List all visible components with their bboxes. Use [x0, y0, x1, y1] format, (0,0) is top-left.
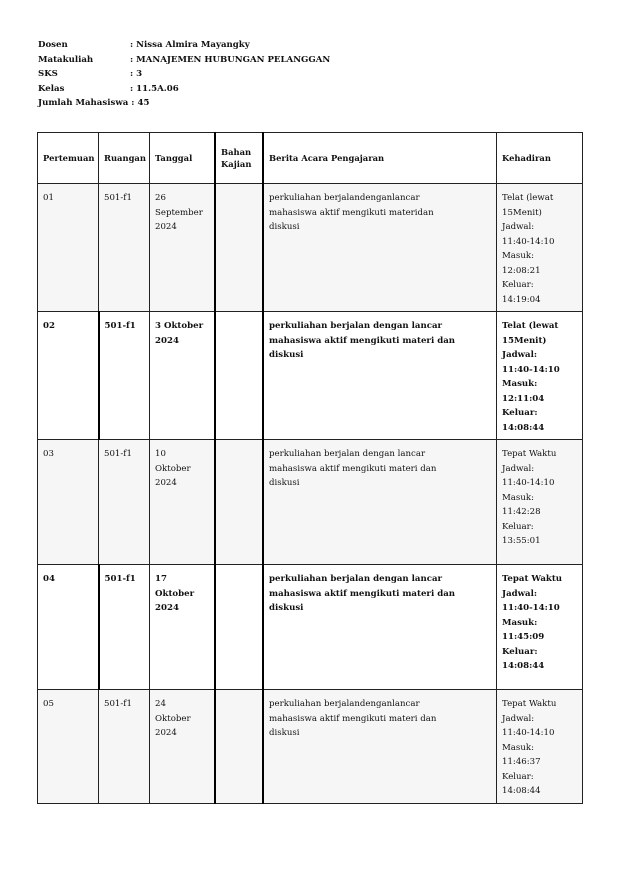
cell-tanggal-line: 24 [155, 699, 166, 709]
cell-bahan-kajian [215, 312, 263, 440]
table-row [38, 184, 583, 312]
jumlah-label: Jumlah Mahasiswa [38, 98, 129, 109]
cell-berita-acara [263, 312, 497, 440]
cell-kehadiran-line: 11:46:37 [502, 757, 541, 767]
header-bahan-line1: Bahan [221, 147, 252, 157]
header-bahan-line2: Kajian [221, 159, 252, 169]
cell-pertemuan: 05 [38, 690, 99, 804]
cell-kehadiran-line: Jadwal: [502, 463, 535, 474]
cell-berita-acara-line: perkuliahan berjalan dengan lancar [269, 321, 443, 331]
cell-tanggal-line: 2024 [155, 603, 179, 613]
cell-berita-acara-line: diskusi [269, 603, 304, 613]
cell-kehadiran-line: Telat (lewat [502, 193, 554, 203]
cell-kehadiran-line: 15Menit) [502, 207, 542, 218]
table-row [38, 312, 583, 440]
cell-berita-acara-line: perkuliahan berjalan dengan lancar [269, 449, 426, 459]
cell-kehadiran-line: 13:55:01 [502, 536, 541, 546]
cell-kehadiran-line: 12:08:21 [502, 265, 541, 276]
header-ruangan: Ruangan [99, 133, 150, 184]
cell-tanggal [150, 312, 216, 440]
cell-kehadiran-line: 11:45:09 [502, 632, 545, 642]
cell-tanggal-line: 2024 [155, 478, 177, 488]
cell-kehadiran-line: Jadwal: [502, 588, 538, 599]
course-info [38, 38, 330, 111]
dosen-label: Dosen [38, 40, 68, 50]
jumlah-row [38, 96, 330, 111]
cell-berita-acara-line: perkuliahan berjalandenganlancar [269, 193, 420, 203]
cell-ruangan: 501-f1 [99, 312, 150, 440]
cell-berita-acara-line: perkuliahan berjalan dengan lancar [269, 574, 443, 584]
cell-kehadiran [497, 440, 583, 565]
cell-ruangan: 501-f1 [99, 690, 150, 804]
table-row [38, 565, 583, 690]
cell-kehadiran-line: 15Menit) [502, 335, 547, 346]
cell-ruangan: 501-f1 [99, 565, 150, 690]
cell-berita-acara-line: diskusi [269, 222, 300, 232]
cell-berita-acara-line: mahasiswa aktif mengikuti materi dan [269, 588, 456, 599]
jumlah-value: : 45 [131, 98, 150, 109]
cell-ruangan: 501-f1 [99, 184, 150, 312]
cell-kehadiran [497, 312, 583, 440]
cell-bahan-kajian [215, 565, 263, 690]
kelas-row [38, 82, 330, 97]
dosen-row [38, 38, 330, 53]
cell-kehadiran-line: Masuk: [502, 617, 538, 628]
dosen-value: : Nissa Almira Mayangky [130, 40, 250, 50]
cell-kehadiran-line: Telat (lewat [502, 321, 559, 331]
cell-tanggal-line: 10 [155, 449, 166, 459]
cell-bahan-kajian [215, 184, 263, 312]
cell-kehadiran-line: 14:08:44 [502, 422, 545, 433]
cell-berita-acara-line: mahasiswa aktif mengikuti materi dan [269, 713, 437, 724]
cell-kehadiran-line: Masuk: [502, 492, 534, 503]
cell-tanggal-line: Oktober [155, 713, 191, 724]
cell-tanggal-line: 3 Oktober [155, 321, 204, 331]
cell-kehadiran-line: Keluar: [502, 646, 538, 657]
cell-kehadiran-line: Jadwal: [502, 713, 535, 724]
cell-berita-acara-line: diskusi [269, 350, 304, 360]
cell-pertemuan: 02 [38, 312, 99, 440]
matakuliah-row [38, 53, 330, 68]
cell-kehadiran [497, 184, 583, 312]
table-row [38, 440, 583, 565]
cell-kehadiran-line: 11:40-14:10 [502, 603, 560, 613]
cell-kehadiran-line: Masuk: [502, 251, 534, 261]
cell-berita-acara [263, 184, 497, 312]
cell-kehadiran [497, 565, 583, 690]
cell-kehadiran-line: Keluar: [502, 521, 534, 532]
cell-tanggal-line: Oktober [155, 588, 195, 599]
cell-tanggal-line: 2024 [155, 335, 179, 346]
cell-kehadiran-line: Keluar: [502, 408, 538, 418]
cell-pertemuan: 03 [38, 440, 99, 565]
cell-kehadiran-line: 14:08:44 [502, 786, 541, 796]
cell-kehadiran-line: Tepat Waktu [502, 449, 557, 459]
cell-tanggal [150, 690, 216, 804]
cell-kehadiran-line: Masuk: [502, 379, 538, 389]
cell-berita-acara [263, 565, 497, 690]
cell-berita-acara [263, 440, 497, 565]
matakuliah-label: Matakuliah [38, 54, 94, 65]
cell-berita-acara-line: diskusi [269, 478, 300, 488]
cell-tanggal-line: September [155, 207, 203, 218]
cell-kehadiran-line: 12:11:04 [502, 393, 545, 404]
cell-berita-acara-line: mahasiswa aktif mengikuti materi dan [269, 463, 437, 474]
cell-kehadiran-line: 11:40-14:10 [502, 236, 555, 247]
attendance-table [37, 132, 583, 804]
cell-pertemuan: 04 [38, 565, 99, 690]
cell-tanggal [150, 565, 216, 690]
cell-kehadiran-line: 11:40-14:10 [502, 364, 560, 375]
cell-bahan-kajian [215, 440, 263, 565]
matakuliah-value: : MANAJEMEN HUBUNGAN PELANGGAN [130, 54, 331, 65]
cell-tanggal-line: 17 [155, 574, 167, 584]
cell-tanggal-line: 2024 [155, 728, 177, 738]
cell-kehadiran-line: Jadwal: [502, 350, 538, 360]
kelas-label: Kelas [38, 83, 65, 94]
header-kehadiran: Kehadiran [497, 133, 583, 184]
cell-kehadiran-line: 11:40-14:10 [502, 728, 555, 738]
header-pertemuan: Pertemuan [38, 133, 99, 184]
cell-berita-acara-line: diskusi [269, 728, 300, 738]
sks-value: : 3 [130, 69, 143, 80]
cell-kehadiran-line: Keluar: [502, 771, 534, 782]
header-tanggal: Tanggal [150, 133, 216, 184]
cell-berita-acara-line: perkuliahan berjalandenganlancar [269, 699, 420, 709]
cell-kehadiran-line: Tepat Waktu [502, 699, 557, 709]
cell-tanggal-line: 2024 [155, 222, 177, 232]
table-header-row [38, 133, 583, 184]
cell-kehadiran-line: 14:08:44 [502, 661, 545, 671]
cell-tanggal [150, 440, 216, 565]
cell-kehadiran-line: 11:40-14:10 [502, 478, 555, 488]
cell-pertemuan: 01 [38, 184, 99, 312]
cell-tanggal-line: 26 [155, 193, 166, 203]
cell-ruangan: 501-f1 [99, 440, 150, 565]
cell-berita-acara-line: mahasiswa aktif mengikuti materi dan [269, 335, 456, 346]
cell-kehadiran [497, 690, 583, 804]
cell-berita-acara-line: mahasiswa aktif mengikuti materidan [269, 207, 434, 218]
cell-kehadiran-line: Keluar: [502, 280, 534, 290]
cell-kehadiran-line: 14:19:04 [502, 294, 541, 305]
cell-kehadiran-line: 11:42:28 [502, 507, 541, 517]
cell-kehadiran-line: Jadwal: [502, 222, 535, 232]
cell-kehadiran-line: Masuk: [502, 742, 534, 753]
cell-kehadiran-line: Tepat Waktu [502, 574, 563, 584]
cell-tanggal [150, 184, 216, 312]
cell-bahan-kajian [215, 690, 263, 804]
cell-berita-acara [263, 690, 497, 804]
sks-row [38, 67, 330, 82]
cell-tanggal-line: Oktober [155, 463, 191, 474]
header-bahan-kajian [215, 133, 263, 184]
kelas-value: : 11.5A.06 [130, 83, 179, 94]
table-row [38, 690, 583, 804]
sks-label: SKS [38, 69, 58, 80]
header-berita-acara: Berita Acara Pengajaran [263, 133, 497, 184]
